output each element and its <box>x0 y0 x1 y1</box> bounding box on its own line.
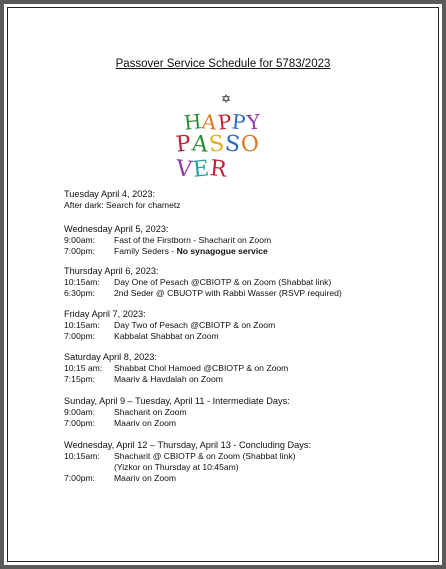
schedule-row <box>64 363 404 374</box>
row-description <box>114 331 404 342</box>
star-of-david-icon: ✡ <box>221 92 232 106</box>
logo-letter: S <box>223 131 243 158</box>
row-time <box>64 462 114 473</box>
row-description-text: Shabbat Chol Hamoed @CBIOTP & on Zoom <box>114 363 289 373</box>
row-description-text: Shacharit @ CBIOTP & on Zoom (Shabbat link) <box>114 451 296 461</box>
row-description-text: Maariv & Havdalah on Zoom <box>114 374 223 384</box>
schedule-section <box>64 440 404 484</box>
row-description <box>114 277 404 288</box>
schedule-row <box>64 418 404 429</box>
schedule-row <box>64 407 404 418</box>
schedule-section <box>64 309 404 342</box>
schedule-section <box>64 352 404 385</box>
row-description-text: Fast of the Firstborn - Shacharit on Zoom <box>114 235 272 245</box>
row-description-text: Family Seders - <box>114 246 177 256</box>
row-description <box>114 462 404 473</box>
logo-letter: S <box>207 131 227 158</box>
row-time: 10:15am: <box>64 277 100 287</box>
logo-letter: P <box>174 131 194 158</box>
logo-letter: E <box>191 156 212 183</box>
section-header: Tuesday April 4, 2023: <box>64 189 156 199</box>
logo-letter: P <box>216 109 234 135</box>
row-time: 7:00pm: <box>64 473 96 483</box>
logo-letter: A <box>190 131 210 158</box>
logo-letter: Y <box>245 109 263 135</box>
schedule-section <box>64 266 404 299</box>
row-description-text: 2nd Seder @ CBUOTP with Rabbi Wasser (RSVP required) <box>114 288 342 298</box>
section-header: Saturday April 8, 2023: <box>64 352 157 362</box>
schedule-section <box>64 396 404 429</box>
schedule-row <box>64 331 404 342</box>
logo-letter: H <box>182 109 204 135</box>
schedule-row <box>64 374 404 385</box>
section-header: Sunday, April 9 – Tuesday, April 11 - Intermediate Days: <box>64 396 290 406</box>
row-time: 10:15 am: <box>64 363 103 373</box>
row-description <box>114 246 404 257</box>
logo-letter: P <box>231 109 249 135</box>
row-description <box>114 418 404 429</box>
logo-letter: A <box>201 109 220 135</box>
row-time: 9:00am: <box>64 235 96 245</box>
row-description <box>114 407 404 418</box>
row-description-text: Shacharit on Zoom <box>114 407 187 417</box>
row-description <box>114 451 404 462</box>
row-time: 7:00pm: <box>64 418 96 428</box>
row-time: 9:00am: <box>64 407 96 417</box>
row-time: 7:15pm: <box>64 374 96 384</box>
logo-letter: O <box>239 131 262 158</box>
schedule-row <box>64 235 404 246</box>
row-description <box>114 288 404 299</box>
row-time: 7:00pm: <box>64 246 96 256</box>
row-description: After dark: Search for chametz <box>64 200 181 210</box>
row-description <box>114 473 404 484</box>
row-description <box>114 235 404 246</box>
row-time: 6:30pm: <box>64 288 96 298</box>
row-description-text: Day One of Pesach @CBIOTP & on Zoom (Shabbat link) <box>114 277 332 287</box>
row-description <box>114 320 404 331</box>
logo-letter: V <box>174 156 195 183</box>
schedule-row <box>64 277 404 288</box>
section-header: Wednesday, April 12 – Thursday, April 13 - Concluding Days: <box>64 440 312 450</box>
section-header: Wednesday April 5, 2023: <box>64 224 169 234</box>
row-description-text: Maariv on Zoom <box>114 473 177 483</box>
section-header: Friday April 7, 2023: <box>64 309 146 319</box>
row-time: 7:00pm: <box>64 331 96 341</box>
logo-word-passover <box>176 132 276 182</box>
schedule-row <box>64 462 404 473</box>
row-description-text: Day Two of Pesach @CBIOTP & on Zoom <box>114 320 276 330</box>
happy-passover-logo <box>174 92 276 183</box>
row-description-text: Kabbalat Shabbat on Zoom <box>114 331 219 341</box>
row-description-text: Maariv on Zoom <box>114 418 177 428</box>
schedule-section <box>64 224 404 257</box>
schedule-row <box>64 246 404 257</box>
schedule-row <box>64 288 404 299</box>
schedule-row <box>64 200 404 211</box>
schedule-row <box>64 320 404 331</box>
row-description-text: (Yizkor on Thursday at 10:45am) <box>114 462 239 472</box>
row-description-bold: No synagogue service <box>176 246 268 256</box>
section-header: Thursday April 6, 2023: <box>64 266 159 276</box>
page-title: Passover Service Schedule for 5783/2023 <box>115 58 331 70</box>
schedule-section <box>64 189 404 211</box>
row-time: 10:15am: <box>64 451 100 461</box>
logo-letter: R <box>208 156 229 183</box>
schedule-row <box>64 451 404 462</box>
row-description <box>114 374 404 385</box>
schedule-row <box>64 473 404 484</box>
row-time: 10:15am: <box>64 320 100 330</box>
row-description <box>114 363 404 374</box>
